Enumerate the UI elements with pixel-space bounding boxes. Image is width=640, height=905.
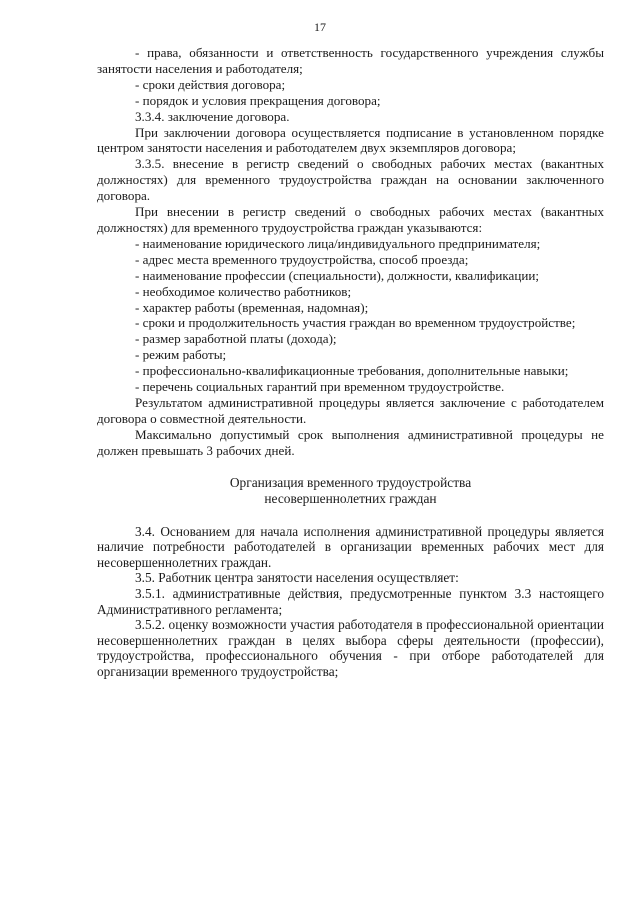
list-item: - сроки действия договора; [135,76,286,92]
paragraph: При внесении в регистр сведений о свободных рабочих местах (вакантных должностях) для временного трудоустройства граждан указываются: [97,204,604,235]
clause-3-3-5: 3.3.5. внесение в регистр сведений о свободных рабочих местах (вакантных должностях) для временного трудоустройства граждан на основании заключенного договора. [97,156,604,204]
list-item: - наименование профессии (специальности), должности, квалификации; [135,267,539,283]
page-number: 17 [314,20,326,34]
list-item: - размер заработной платы (дохода); [135,331,337,347]
list-item: - сроки и продолжительность участия граждан во временном трудоустройстве; [135,315,576,331]
list-item: - адрес места временного трудоустройства, способ проезда; [135,251,469,267]
list-item: - профессионально-квалификационные требования, дополнительные навыки; [135,363,569,379]
section-heading-line1: Организация временного трудоустройства [229,474,472,490]
paragraph: При заключении договора осуществляется подписание в установленном порядке центром занятости населения и работодателем двух экземпляров договора; [97,124,604,156]
list-item: - перечень социальных гарантий при временном трудоустройстве. [135,379,505,395]
paragraph: Максимально допустимый срок выполнения административной процедуры не должен превышать 3 рабочих дней. [97,426,604,458]
list-item: - права, обязанности и ответственность государственного учреждения службы занятости населения и работодателя; [97,45,604,76]
clause-3-4: 3.4. Основанием для начала исполнения административной процедуры является наличие потребности работодателей в организации временных рабочих мест для несовершеннолетних граждан. [97,523,604,570]
section-heading-line2: несовершеннолетних граждан [264,491,437,507]
clause-3-5-1: 3.5.1. административные действия, предусмотренные пунктом 3.3 настоящего Административного регламента; [97,585,604,617]
clause-3-5: 3.5. Работник центра занятости населения осуществляет: [135,570,459,586]
list-item: - режим работы; [135,347,227,363]
list-item: - характер работы (временная, надомная); [135,299,369,315]
paragraph: Результатом административной процедуры является заключение с работодателем договора о совместной деятельности. [97,394,604,426]
list-item: - наименование юридического лица/индивидуального предпринимателя; [135,235,541,251]
document-body [97,45,604,680]
clause-3-5-2: 3.5.2. оценку возможности участия работодателя в профессиональной ориентации несовершеннолетних граждан в целях выбора сферы деятельности (профессии), трудоустройства, профессионального обучения - при отборе работодателей для организации временного трудоустройства; [97,617,604,679]
list-item: - порядок и условия прекращения договора; [135,92,381,108]
section-body [97,524,604,680]
clause-3-3-4: 3.3.4. заключение договора. [135,108,290,124]
list-item: - необходимое количество работников; [135,283,352,299]
